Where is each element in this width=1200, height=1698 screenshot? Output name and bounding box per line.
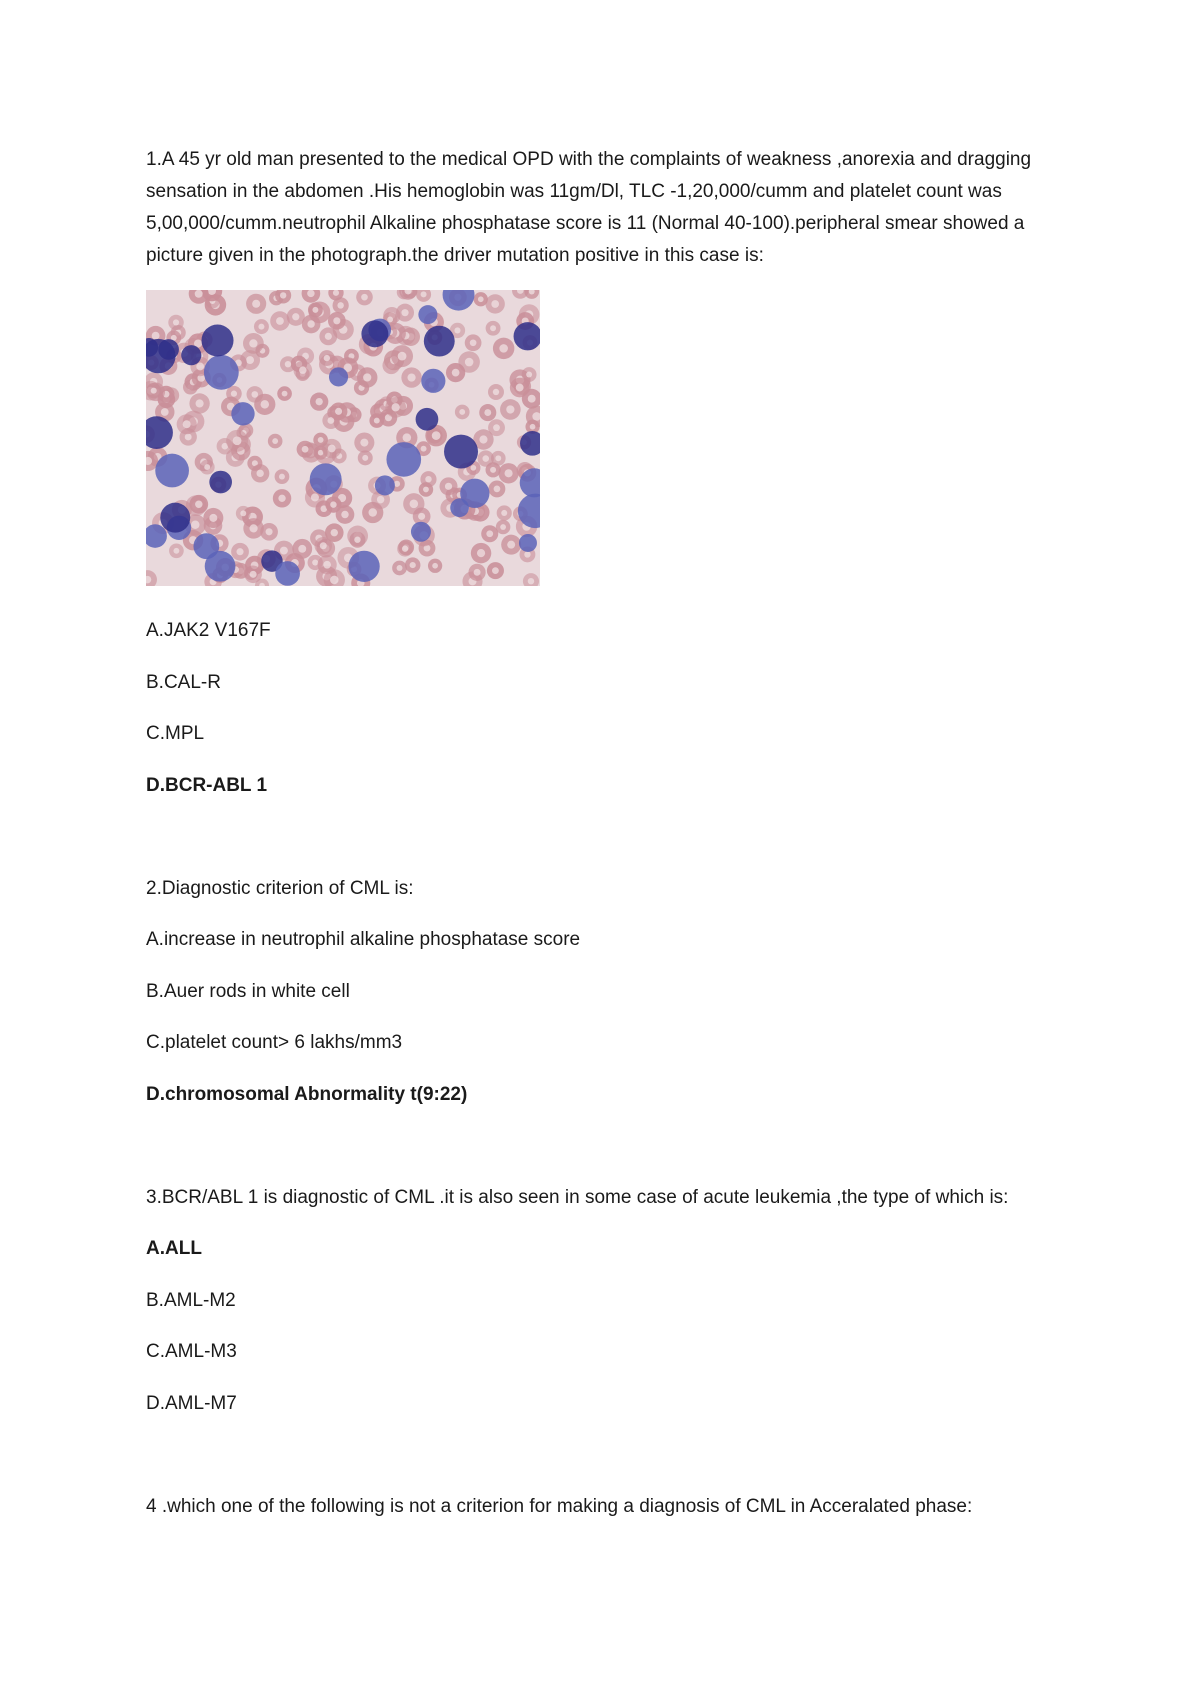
red-cell-pallor [445, 483, 452, 490]
red-cell-pallor [490, 467, 496, 473]
red-cell-pallor [477, 549, 485, 557]
red-cell-pallor [478, 296, 484, 302]
white-cell [386, 442, 421, 477]
red-cell-pallor [492, 567, 499, 574]
red-cell-pallor [410, 500, 419, 509]
red-cell-pallor [151, 388, 157, 394]
white-cell [444, 435, 478, 469]
white-cell [155, 454, 189, 488]
red-cell-pallor [240, 510, 246, 516]
question-2-option-b: B.Auer rods in white cell [146, 981, 350, 1002]
red-cell-pallor [423, 487, 429, 493]
red-cell-pallor [495, 455, 501, 461]
red-cell-pallor [185, 433, 192, 440]
red-cell-pallor [307, 290, 314, 297]
red-cell-pallor [432, 563, 438, 569]
white-cell [146, 416, 173, 449]
question-3-option-b: B.AML-M2 [146, 1290, 236, 1311]
white-cell [421, 369, 445, 393]
red-cell-pallor [280, 292, 286, 298]
white-cell [361, 320, 388, 347]
question-2-stem: 2.Diagnostic criterion of CML is: [146, 878, 414, 899]
red-cell-pallor [246, 356, 254, 364]
red-cell-pallor [407, 373, 415, 381]
red-cell-pallor [474, 569, 481, 576]
red-cell-pallor [323, 561, 331, 569]
red-cell-pallor [500, 524, 506, 530]
red-cell-pallor [161, 408, 169, 416]
red-cell-pallor [374, 418, 380, 424]
red-cell-pallor [421, 446, 427, 452]
red-cell-pallor [249, 524, 257, 532]
red-cell-pallor [298, 545, 306, 553]
red-cell-pallor [278, 495, 285, 502]
red-cell-pallor [316, 398, 323, 405]
red-cell-pallor [425, 476, 431, 482]
white-cell [310, 463, 342, 495]
white-cell [460, 479, 489, 508]
red-cell-pallor [204, 464, 210, 470]
red-cell-pallor [266, 528, 273, 535]
white-cell [275, 561, 300, 586]
red-cell-pallor [452, 369, 460, 377]
red-cell-pallor [397, 565, 403, 571]
red-cell-pallor [421, 291, 427, 297]
white-cell [375, 475, 395, 495]
red-cell-pallor [516, 384, 524, 392]
red-cell-pallor [402, 546, 408, 552]
red-cell-pallor [337, 302, 343, 308]
question-2-option-a: A.increase in neutrophil alkaline phosphatase score [146, 929, 581, 950]
red-cell-pallor [410, 562, 416, 568]
red-cell-pallor [361, 294, 368, 301]
red-cell-pallor [398, 352, 407, 361]
red-cell-pallor [330, 501, 336, 507]
red-cell-pallor [328, 445, 336, 453]
red-cell-pallor [249, 339, 257, 347]
red-cell-pallor [312, 307, 318, 313]
red-cell-pallor [387, 316, 393, 322]
red-cell-pallor [499, 344, 508, 353]
red-cell-pallor [391, 403, 399, 411]
red-cell-pallor [209, 514, 217, 522]
red-cell-pallor [354, 537, 360, 543]
red-cell-pallor [506, 405, 514, 413]
red-cell-pallor [470, 339, 477, 346]
red-cell-pallor [501, 510, 507, 516]
red-cell-pallor [320, 542, 327, 549]
red-cell-pallor [152, 332, 160, 340]
red-cell-pallor [233, 436, 242, 445]
red-cell-pallor [299, 366, 306, 373]
red-cell-pallor [250, 571, 257, 578]
red-cell-pallor [470, 465, 476, 471]
red-cell-pallor [335, 408, 342, 415]
red-cell-pallor [251, 391, 258, 398]
red-cell-pallor [196, 363, 204, 371]
red-cell-pallor [454, 327, 460, 333]
question-1-stem: 1.A 45 yr old man presented to the medical OPD with the complaints of weakness ,anorexia and dragging sensation in the abdomen .His hemoglobin was 11gm/Dl, TLC -1,20,000/cumm and platelet count was 5,00,000/cumm.neutrophil Alkaline phosphatase score is 11 (Normal 40-100).peripheral smear showed a picture given in the photograph.the driver mutation positive in this case is: [146, 149, 1032, 266]
red-cell-pallor [526, 372, 532, 378]
red-cell-pallor [491, 300, 499, 308]
red-cell-pallor [258, 324, 264, 330]
question-2-option-c: C.platelet count> 6 lakhs/mm3 [146, 1032, 403, 1053]
red-cell-pallor [195, 501, 202, 508]
red-cell-pallor [528, 578, 534, 584]
red-cell-pallor [493, 424, 500, 431]
red-cell-pallor [173, 548, 179, 554]
red-cell-pallor [493, 389, 499, 395]
red-cell-pallor [257, 470, 264, 477]
red-cell-pallor [482, 455, 489, 462]
red-cell-pallor [191, 521, 199, 529]
red-cell-pallor [280, 547, 288, 555]
red-cell-pallor [285, 361, 291, 367]
red-cell-pallor [362, 455, 368, 461]
red-cell-pallor [368, 508, 377, 517]
question-3-option-a: A.ALL [146, 1238, 202, 1259]
question-2-option-d: D.chromosomal Abnormality t(9:22) [146, 1084, 468, 1105]
red-cell-pallor [465, 358, 474, 367]
red-cell-pallor [279, 474, 285, 480]
white-cell [181, 345, 201, 365]
question-3-option-d: D.AML-M7 [146, 1393, 237, 1414]
white-cell [418, 305, 437, 324]
white-cell [520, 431, 540, 456]
red-cell-pallor [505, 469, 513, 477]
red-cell-pallor [490, 325, 496, 331]
white-cell [514, 322, 540, 350]
question-1-option-b: B.CAL-R [146, 672, 221, 693]
white-cell [160, 503, 190, 533]
red-cell-pallor [524, 551, 530, 557]
red-cell-pallor [403, 433, 412, 442]
white-cell [201, 324, 233, 356]
red-cell-pallor [183, 420, 191, 428]
red-cell-pallor [486, 530, 493, 537]
question-1-option-c: C.MPL [146, 723, 205, 744]
red-cell-pallor [331, 529, 338, 536]
red-cell-pallor [363, 373, 371, 381]
white-cell [329, 367, 348, 386]
red-cell-pallor [252, 300, 260, 308]
red-cell-pallor [231, 391, 237, 397]
red-cell-pallor [311, 493, 319, 501]
red-cell-pallor [302, 446, 309, 453]
red-cell-pallor [360, 439, 368, 447]
red-cell-pallor [196, 399, 204, 407]
white-cell [411, 522, 431, 542]
red-cell-pallor [528, 395, 536, 403]
white-cell [416, 408, 439, 431]
red-cell-pallor [261, 400, 269, 408]
white-cell [204, 355, 239, 390]
red-cell-pallor [418, 513, 425, 520]
white-cell [519, 534, 537, 552]
white-cell [348, 551, 379, 582]
red-cell-pallor [479, 435, 487, 443]
question-4-stem: 4 .which one of the following is not a criterion for making a diagnosis of CML in Acceralated phase: [146, 1496, 973, 1517]
red-cell-pallor [507, 541, 515, 549]
red-cell-pallor [459, 409, 465, 415]
white-cell [205, 551, 236, 582]
red-cell-pallor [307, 320, 314, 327]
red-cell-pallor [325, 333, 332, 340]
red-cell-pallor [318, 437, 324, 443]
red-cell-pallor [432, 431, 441, 440]
question-1-option-a: A.JAK2 V167F [146, 620, 271, 641]
question-3-stem: 3.BCR/ABL 1 is diagnostic of CML .it is also seen in some case of acute leukemia ,the type of which is: [146, 1187, 1009, 1208]
red-cell-pallor [530, 424, 536, 430]
red-cell-pallor [333, 317, 340, 324]
red-cell-pallor [282, 391, 288, 397]
white-cell [443, 290, 475, 311]
red-cell-pallor [236, 548, 243, 555]
red-cell-pallor [292, 313, 299, 320]
red-cell-pallor [494, 486, 501, 493]
red-cell-pallor [195, 290, 203, 298]
red-cell-pallor [312, 559, 318, 565]
blood-smear-photograph [146, 290, 540, 586]
question-1-option-d: D.BCR-ABL 1 [146, 775, 268, 796]
red-cell-pallor [272, 438, 278, 444]
red-cell-pallor [173, 319, 179, 325]
white-cell [424, 326, 455, 357]
red-cell-pallor [341, 511, 348, 518]
red-cell-pallor [276, 317, 284, 325]
red-cell-pallor [401, 309, 408, 316]
red-cell-pallor [330, 576, 339, 585]
red-cell-pallor [324, 355, 330, 361]
red-cell-pallor [484, 409, 491, 416]
white-cell [231, 402, 254, 425]
white-cell [209, 471, 232, 494]
red-cell-pallor [377, 496, 384, 503]
question-3-option-c: C.AML-M3 [146, 1341, 237, 1362]
